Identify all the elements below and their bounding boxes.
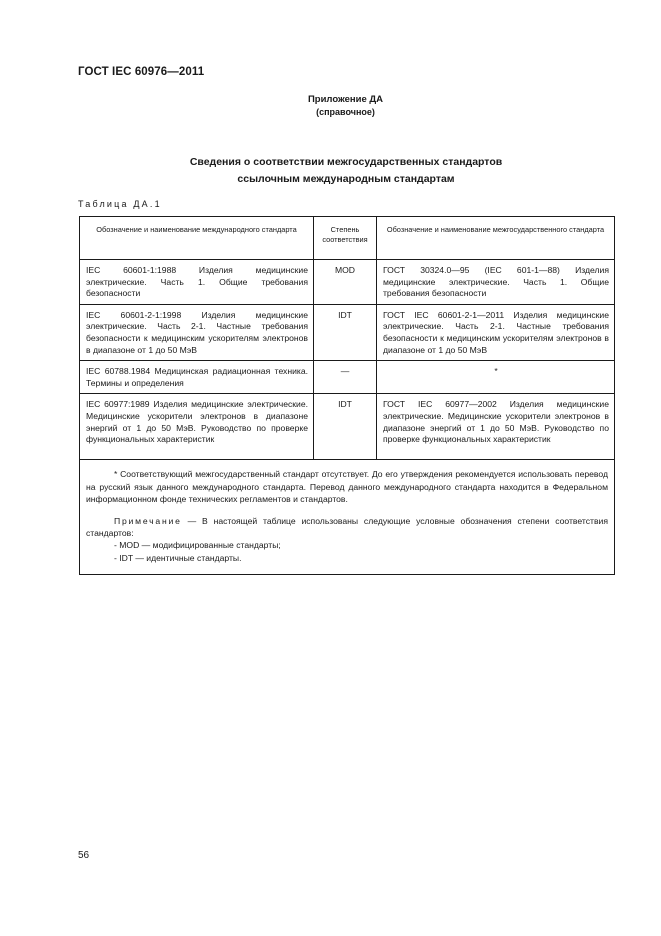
section-heading-line2: ссылочным международным стандартам bbox=[237, 173, 455, 185]
note-item-idt: - IDT — идентичные стандарты. bbox=[114, 552, 242, 563]
table-header-row bbox=[80, 217, 615, 260]
cell-interstate: ГОСТ IEC 60601-2-1—2011 Изделия медицинские электрические. Часть 2-1. Частные требования безопасности к медицинским ускорителям электронов в диапазоне от 1 до 50 МэВ bbox=[377, 304, 615, 360]
cell-degree: — bbox=[314, 361, 377, 394]
correspondence-table bbox=[79, 216, 615, 575]
cell-degree: IDT bbox=[314, 394, 377, 460]
table-notes bbox=[80, 460, 615, 575]
header-degree: Степень соответствия bbox=[314, 217, 377, 260]
footnote: * Соответствующий межгосударственный стандарт отсутствует. До его утверждения рекомендуется использовать перевод на русский язык данного международного стандарта. Перевод данного международного стандарта находится в Федеральном информационном фонде технических регламентов и стандартов. bbox=[86, 469, 608, 505]
note bbox=[86, 515, 608, 540]
appendix-title: Приложение ДА bbox=[307, 94, 384, 105]
table-notes-row bbox=[80, 460, 615, 575]
page-number: 56 bbox=[78, 850, 90, 861]
cell-interstate: * bbox=[377, 361, 615, 394]
header-international: Обозначение и наименование международного стандарта bbox=[80, 217, 314, 260]
note-item-mod: - MOD — модифицированные стандарты; bbox=[114, 540, 281, 551]
appendix-subtitle: (справочное) bbox=[316, 107, 375, 117]
table-row bbox=[80, 260, 615, 305]
header-interstate: Обозначение и наименование межгосударственного стандарта bbox=[377, 217, 615, 260]
table-row bbox=[80, 394, 615, 460]
table-caption: Таблица ДА.1 bbox=[78, 199, 162, 209]
cell-international: IEC 60977:1989 Изделия медицинские электрические. Медицинские ускорители электронов в диапазоне энергий от 1 до 50 МэВ. Руководство по проверке функциональных характеристик bbox=[80, 394, 314, 460]
cell-degree: MOD bbox=[314, 260, 377, 305]
document-header: ГОСТ IEC 60976—2011 bbox=[78, 66, 205, 78]
note-label: Примечание bbox=[114, 515, 182, 526]
note-text: — В настоящей таблице использованы следующие условные обозначения степени соответствия стандартов: bbox=[86, 515, 608, 538]
cell-international: IEC 60788.1984 Медицинская радиационная техника. Термины и определения bbox=[80, 361, 314, 394]
cell-international: IEC 60601-1:1988 Изделия медицинские электрические. Часть 1. Общие требования безопасности bbox=[80, 260, 314, 305]
table-row bbox=[80, 361, 615, 394]
cell-degree: IDT bbox=[314, 304, 377, 360]
cell-interstate: ГОСТ 30324.0—95 (IEC 601-1—88) Изделия медицинские электрические. Часть 1. Общие требования безопасности bbox=[377, 260, 615, 305]
section-heading-line1: Сведения о соответствии межгосударственных стандартов bbox=[189, 156, 503, 168]
cell-interstate: ГОСТ IEC 60977—2002 Изделия медицинские электрические. Медицинские ускорители электронов в диапазоне энергий от 1 до 50 МэВ. Руководство по проверке функциональных характеристик bbox=[377, 394, 615, 460]
cell-international: IEC 60601-2-1:1998 Изделия медицинские электрические. Часть 2-1. Частные требования безопасности к медицинским ускорителям электронов в диапазоне от 1 до 50 МэВ bbox=[80, 304, 314, 360]
table-row bbox=[80, 304, 615, 360]
